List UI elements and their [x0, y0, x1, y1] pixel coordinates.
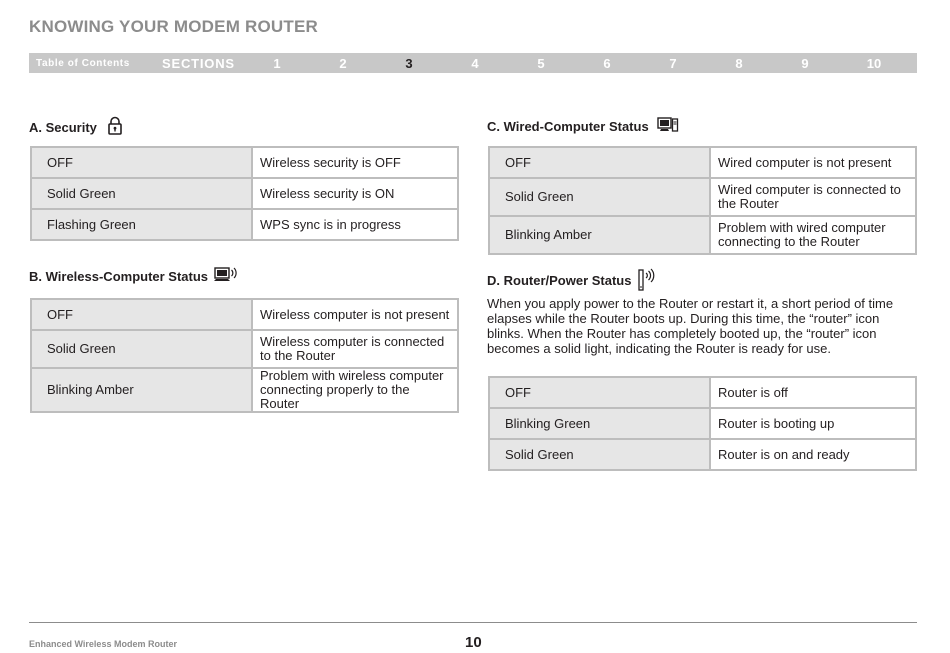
section-link-10[interactable]: 10: [866, 56, 882, 71]
table-row: [489, 216, 916, 254]
state-cell: OFF: [31, 299, 252, 330]
meaning-cell: Wireless security is ON: [252, 178, 458, 209]
meaning-cell: Router is booting up: [710, 408, 916, 439]
router-description: When you apply power to the Router or restart it, a short period of time elapses while the Router boots up. During this time, the “router” icon blinks. When the Router has completely booted up, the “router” icon becomes a solid light, indicating the Router is ready for use.: [487, 296, 894, 356]
state-cell: Solid Green: [489, 439, 710, 470]
wired-table: [488, 146, 917, 255]
state-cell: Solid Green: [31, 330, 252, 368]
table-row: [489, 147, 916, 178]
section-link-8[interactable]: 8: [735, 56, 743, 71]
state-cell: Solid Green: [31, 178, 252, 209]
security-table: [30, 146, 459, 241]
table-row: [31, 368, 458, 412]
meaning-cell: Router is on and ready: [710, 439, 916, 470]
state-cell: Blinking Amber: [31, 368, 252, 412]
table-row: [31, 330, 458, 368]
meaning-cell: WPS sync is in progress: [252, 209, 458, 240]
wireless-computer-icon: [214, 266, 238, 287]
section-link-5[interactable]: 5: [537, 56, 545, 71]
page-title: KNOWING YOUR MODEM ROUTER: [29, 17, 318, 36]
table-row: [489, 408, 916, 439]
state-cell: OFF: [489, 377, 710, 408]
state-cell: Solid Green: [489, 178, 710, 216]
state-cell: OFF: [31, 147, 252, 178]
sections-label: SECTIONS: [162, 56, 235, 71]
lock-icon: [107, 116, 123, 138]
meaning-cell: Wireless security is OFF: [252, 147, 458, 178]
page-number: 10: [465, 634, 482, 651]
meaning-cell: Problem with wired computer connecting to the Router: [710, 216, 916, 254]
state-cell: Blinking Amber: [489, 216, 710, 254]
table-of-contents-link[interactable]: Table of Contents: [36, 58, 130, 69]
table-row: [31, 178, 458, 209]
meaning-cell: Problem with wireless computer connecting properly to the Router: [252, 368, 458, 412]
state-cell: OFF: [489, 147, 710, 178]
table-row: [31, 209, 458, 240]
table-row: [489, 377, 916, 408]
wireless-table: [30, 298, 459, 413]
section-link-7[interactable]: 7: [669, 56, 677, 71]
table-row: [489, 178, 916, 216]
state-cell: Flashing Green: [31, 209, 252, 240]
meaning-cell: Wireless computer is connected to the Router: [252, 330, 458, 368]
wired-computer-icon: [657, 117, 679, 136]
table-row: [31, 147, 458, 178]
footer-product-name: Enhanced Wireless Modem Router: [29, 639, 177, 649]
router-antenna-icon: [636, 267, 656, 294]
section-link-2[interactable]: 2: [339, 56, 347, 71]
wired-heading: [487, 117, 679, 136]
wireless-heading-text: B. Wireless-Computer Status: [29, 269, 209, 284]
section-nav-bar: [29, 53, 917, 73]
table-row: [489, 439, 916, 470]
router-heading: [487, 267, 656, 294]
wireless-heading: [29, 266, 238, 287]
table-row: [31, 299, 458, 330]
security-heading-text: A. Security: [29, 119, 97, 135]
security-heading: [29, 116, 123, 138]
state-cell: Blinking Green: [489, 408, 710, 439]
section-link-3[interactable]: 3: [405, 56, 413, 71]
router-table: [488, 376, 917, 471]
section-link-1[interactable]: 1: [273, 56, 281, 71]
section-link-6[interactable]: 6: [603, 56, 611, 71]
router-heading-text: D. Router/Power Status: [487, 273, 632, 288]
meaning-cell: Wireless computer is not present: [252, 299, 458, 330]
wired-heading-text: C. Wired-Computer Status: [487, 119, 649, 134]
meaning-cell: Wired computer is not present: [710, 147, 916, 178]
section-link-9[interactable]: 9: [801, 56, 809, 71]
section-link-4[interactable]: 4: [471, 56, 479, 71]
footer-divider: [29, 622, 917, 623]
meaning-cell: Router is off: [710, 377, 916, 408]
meaning-cell: Wired computer is connected to the Router: [710, 178, 916, 216]
